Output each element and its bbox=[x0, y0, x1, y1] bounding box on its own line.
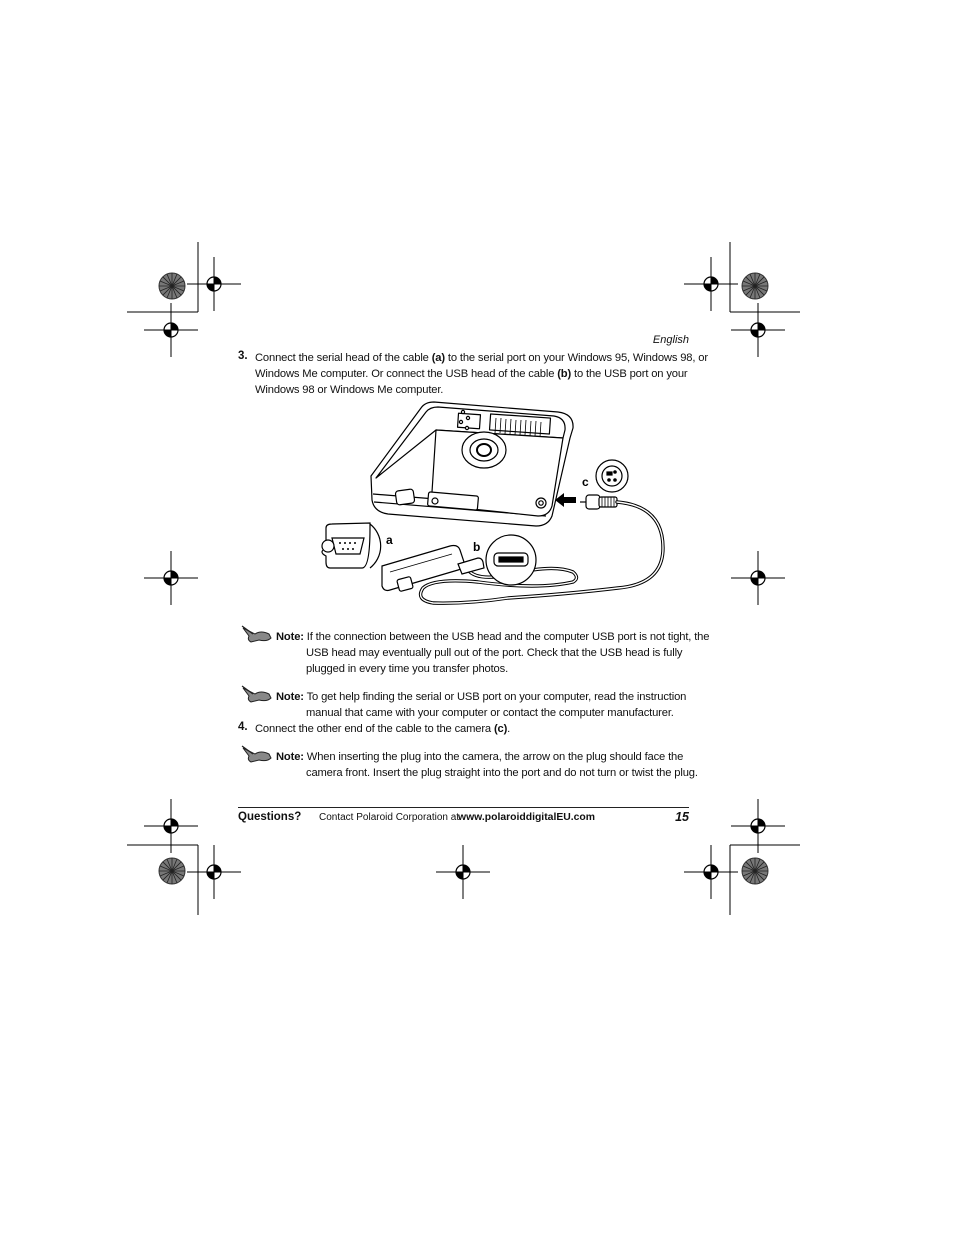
footer-url[interactable]: www.polaroiddigitalEU.com bbox=[458, 812, 596, 823]
registration-target-mark bbox=[731, 551, 785, 605]
registration-target-mark bbox=[144, 303, 198, 357]
arrow-icon bbox=[555, 493, 576, 507]
note2-line-2: manual that came with your computer or contact the computer manufacturer. bbox=[306, 707, 674, 719]
serial-head bbox=[382, 546, 464, 591]
label-b: b bbox=[473, 540, 481, 554]
registration-star-mark bbox=[742, 273, 768, 299]
note1-line-1: Note: If the connection between the USB head and the computer USB port is not tight, the bbox=[276, 631, 710, 643]
note2-line-1: Note: To get help finding the serial or USB port on your computer, read the instruction bbox=[276, 691, 687, 703]
registration-target-mark bbox=[436, 845, 490, 899]
step-number: 3. bbox=[238, 350, 248, 362]
registration-star-mark bbox=[159, 273, 185, 299]
note-hand-icon bbox=[241, 624, 273, 644]
step3-line-2: Windows Me computer. Or connect the USB head of the cable (b) to the USB port on your bbox=[255, 368, 688, 380]
note-hand-icon bbox=[241, 744, 273, 764]
footer-rule bbox=[238, 807, 689, 808]
note1-line-2: USB head may eventually pull out of the port. Check that the USB head is fully bbox=[306, 647, 683, 659]
step3-line-1: Connect the serial head of the cable (a) to the serial port on your Windows 95, Windows 98, or bbox=[255, 352, 708, 364]
registration-target-mark bbox=[731, 303, 785, 357]
camera-cable-illustration bbox=[318, 398, 670, 616]
label-a: a bbox=[386, 533, 393, 547]
registration-star-mark bbox=[159, 858, 185, 884]
step4-text: Connect the other end of the cable to the camera (c). bbox=[255, 723, 511, 735]
registration-star-mark bbox=[742, 858, 768, 884]
step3-line-3: Windows 98 or Windows Me computer. bbox=[255, 384, 444, 396]
registration-target-mark bbox=[144, 551, 198, 605]
footer-questions: Questions? bbox=[238, 811, 302, 823]
note1-line-3: plugged in every time you transfer photos. bbox=[306, 663, 509, 675]
note3-line-2: camera front. Insert the plug straight into the port and do not turn or twist the plug. bbox=[306, 767, 698, 779]
label-c: c bbox=[582, 475, 589, 489]
note3-line-1: Note: When inserting the plug into the camera, the arrow on the plug should face the bbox=[276, 751, 684, 763]
registration-target-mark bbox=[187, 257, 241, 311]
footer bbox=[238, 810, 689, 828]
page-number: 15 bbox=[675, 810, 689, 824]
registration-target-mark bbox=[187, 845, 241, 899]
language-label: English bbox=[652, 334, 689, 346]
step-number: 4. bbox=[238, 721, 248, 733]
footer-contact: Contact Polaroid Corporation at bbox=[319, 812, 460, 823]
note-hand-icon bbox=[241, 684, 273, 704]
